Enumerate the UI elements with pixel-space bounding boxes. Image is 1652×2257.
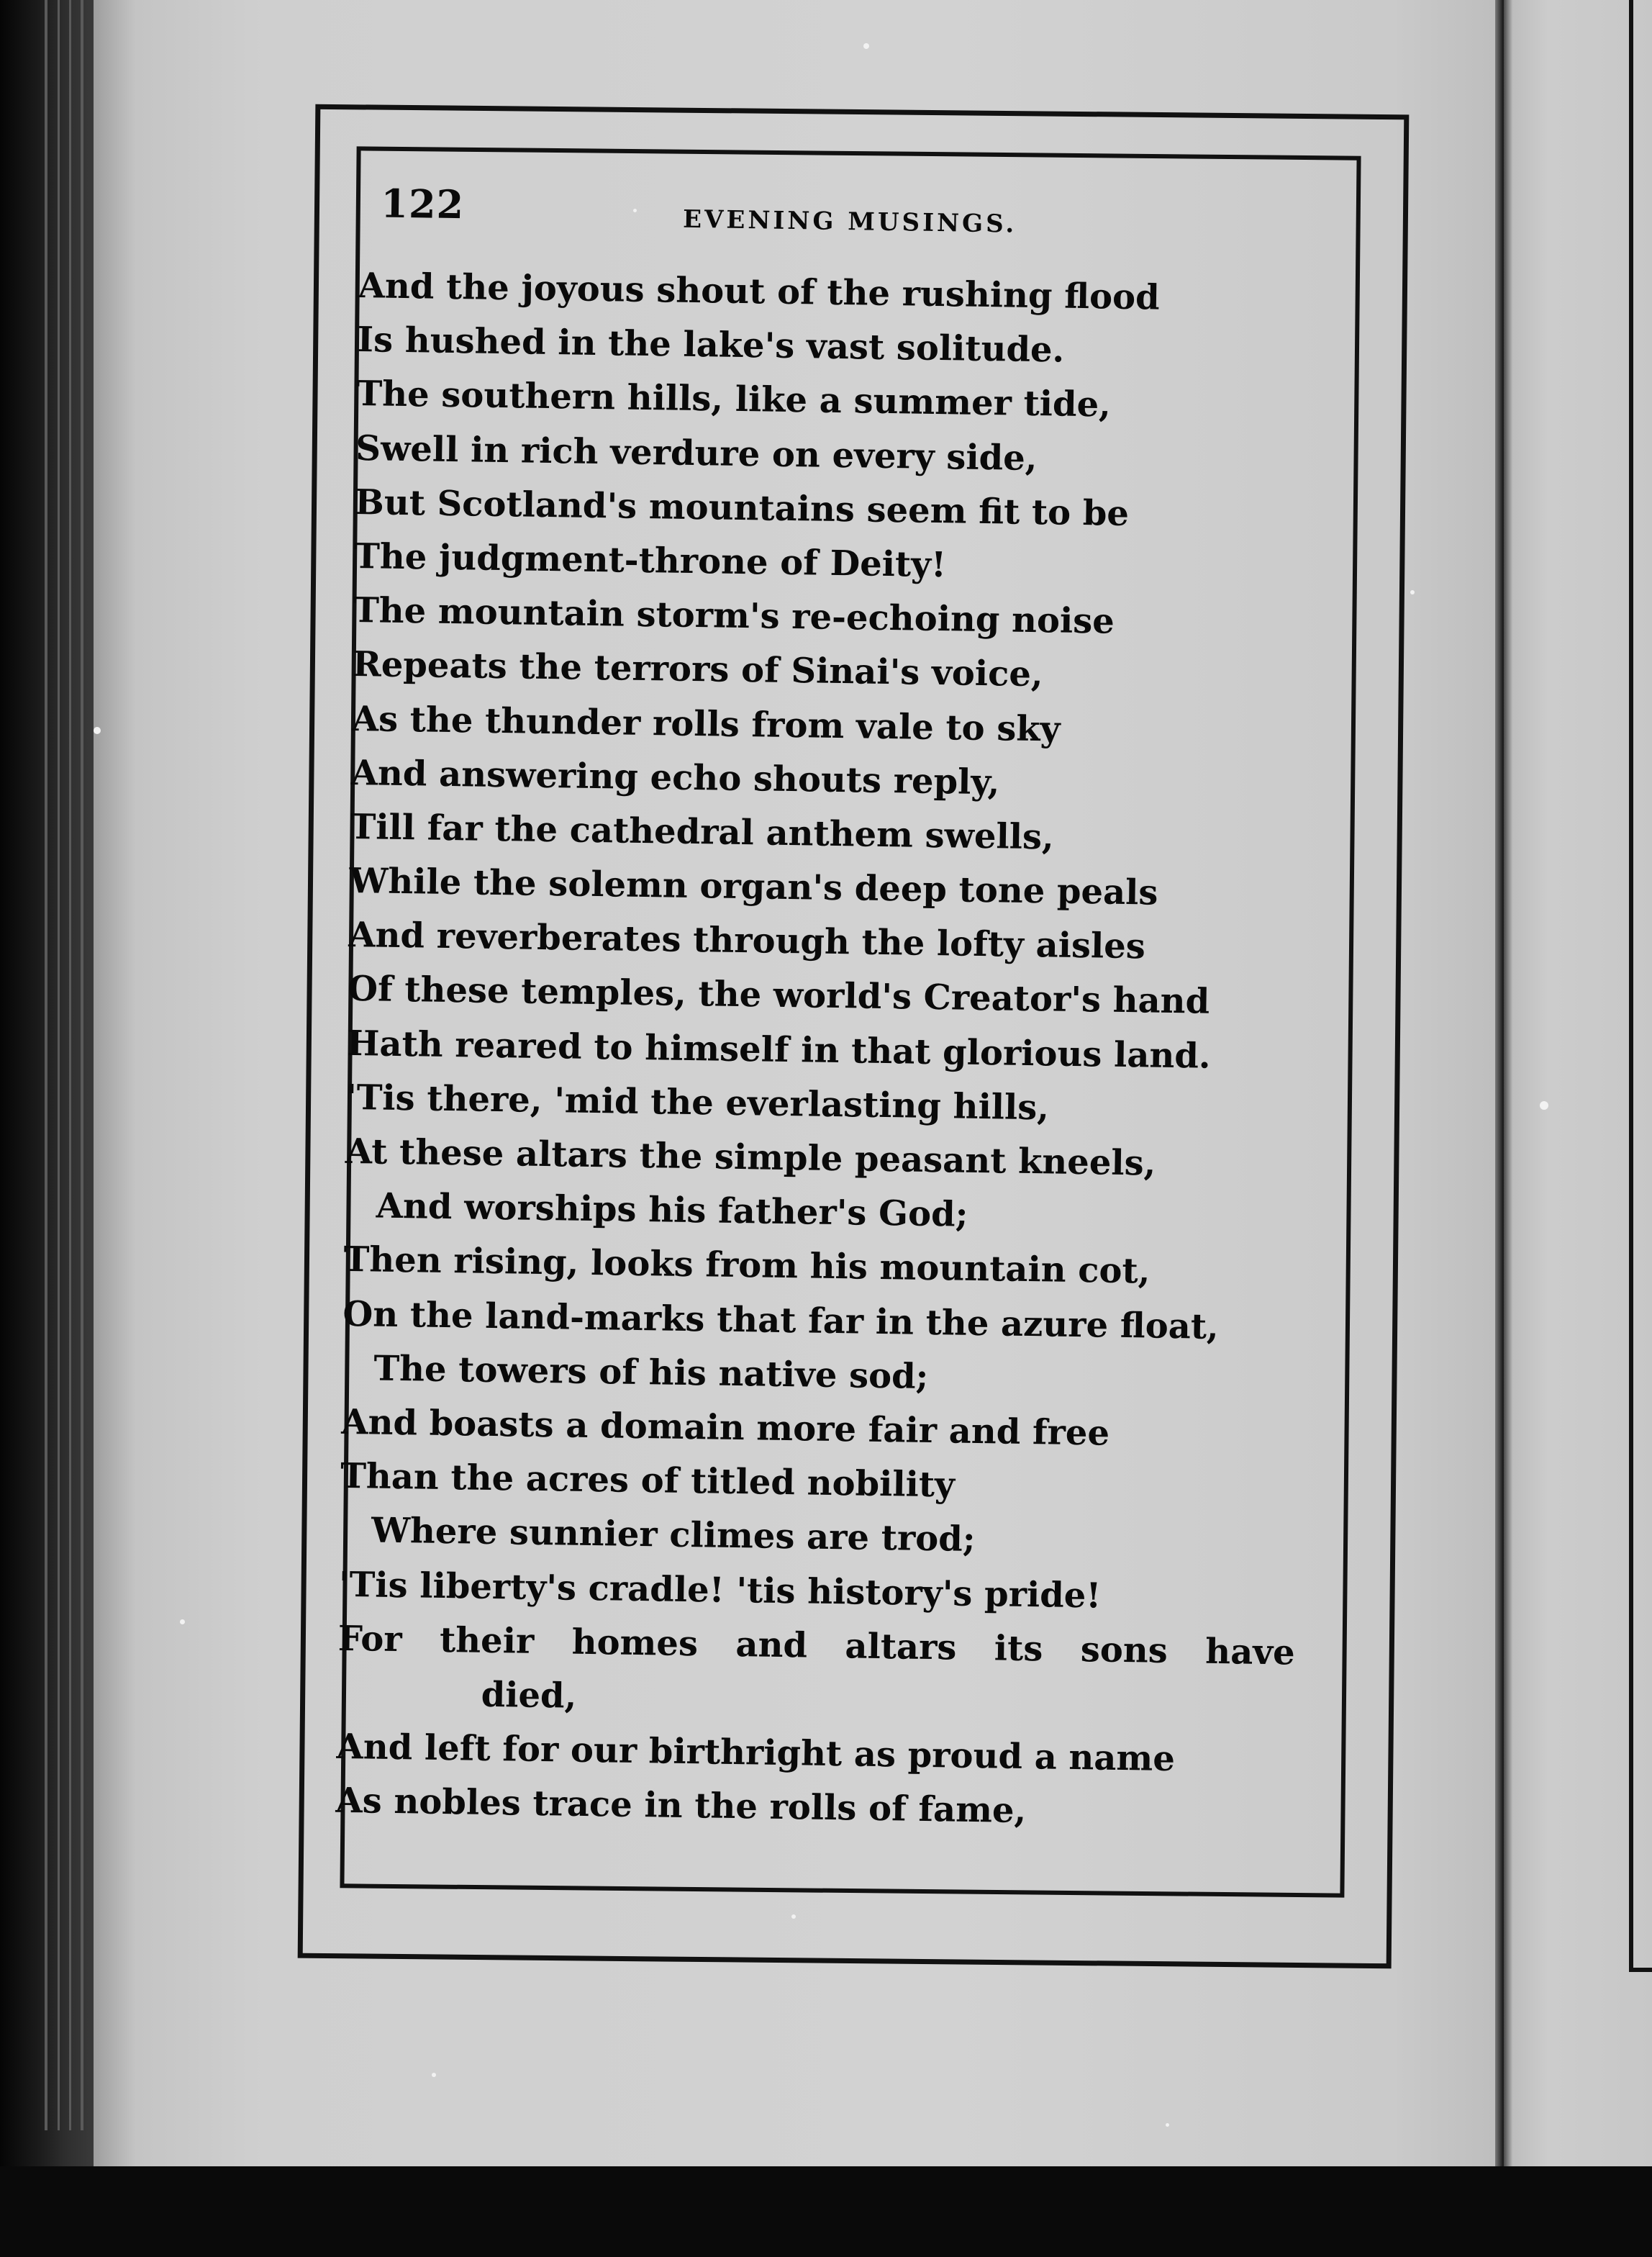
spine-edge [81, 0, 83, 2130]
poem-line: And reverberates through the lofty aisles [348, 915, 1146, 967]
dust-speck [1410, 590, 1415, 594]
poem-line: As the thunder rolls from vale to sky [351, 698, 1061, 750]
word: their [439, 1619, 535, 1662]
dust-speck [1540, 1101, 1548, 1110]
spine-edge [69, 0, 71, 2130]
poem [335, 259, 1315, 1842]
poem-line: Repeats the terrors of Sinai's voice, [352, 644, 1043, 695]
poem-line: Then rising, looks from his mountain cot, [343, 1239, 1150, 1292]
poem-line: 'Tis there, 'mid the everlasting hills, [345, 1077, 1050, 1128]
poem-line: And the joyous shout of the rushing flood [358, 266, 1161, 318]
poem-line: Is hushed in the lake's vast solitude. [357, 320, 1065, 371]
running-head: EVENING MUSINGS. [682, 204, 1017, 239]
spine-edge [45, 0, 47, 2130]
poem-line: The judgment-throne of Deity! [353, 535, 947, 586]
word: have [1204, 1631, 1296, 1673]
dust-speck [1166, 2123, 1169, 2127]
dust-speck [94, 727, 101, 734]
dust-speck [791, 1914, 796, 1919]
poem-line: Till far the cathedral anthem swells, [350, 806, 1055, 858]
adjacent-page-frame [1629, 1968, 1652, 1972]
poem-line: The towers of his native sod; [373, 1348, 929, 1397]
word: sons [1080, 1629, 1168, 1671]
dust-speck [863, 43, 869, 49]
poem-line-turnover: died, [481, 1674, 577, 1717]
poem-line: And answering echo shouts reply, [350, 752, 1000, 803]
spine-edge [58, 0, 60, 2130]
page-content [306, 172, 1353, 1886]
poem-line: And worships his father's God; [376, 1185, 968, 1235]
poem-line: And left for our birthright as proud a name [336, 1726, 1176, 1780]
poem-line: The southern hills, like a summer tide, [356, 374, 1112, 425]
poem-line: Hath reared to himself in that glorious land. [346, 1023, 1212, 1077]
page-header [330, 172, 1353, 273]
adjacent-page-frame [1629, 0, 1633, 1972]
poem-line: On the land-marks that far in the azure float, [342, 1293, 1220, 1347]
word: altars [845, 1625, 957, 1668]
poem-line: At these altars the simple peasant kneels, [345, 1131, 1156, 1184]
dust-speck [633, 209, 637, 212]
poem-line: 'Tis liberty's cradle! 'tis history's pride! [338, 1564, 1102, 1616]
poem-line: Where sunnier climes are trod; [371, 1510, 976, 1560]
poem-line: Of these temples, the world's Creator's hand [347, 969, 1210, 1023]
word: and [735, 1624, 808, 1666]
dust-speck [432, 2073, 436, 2077]
book-spine [0, 0, 94, 2257]
poem-line: As nobles trace in the rolls of fame, [335, 1781, 1027, 1832]
word: homes [571, 1621, 699, 1664]
word: For [337, 1618, 403, 1660]
scan-background [0, 2166, 1652, 2257]
poem-line: Swell in rich verdure on every side, [355, 428, 1038, 479]
poem-line: The mountain storm's re-echoing noise [353, 590, 1115, 642]
dust-speck [180, 1619, 185, 1624]
page-number: 122 [380, 180, 465, 228]
poem-line: Than the acres of titled nobility [340, 1455, 956, 1506]
word: its [994, 1628, 1043, 1670]
poem-line: While the solemn organ's deep tone peals [349, 861, 1158, 913]
poem-line: And boasts a domain more fair and free [340, 1401, 1110, 1454]
poem-line: But Scotland's mountains seem fit to be [354, 481, 1130, 534]
